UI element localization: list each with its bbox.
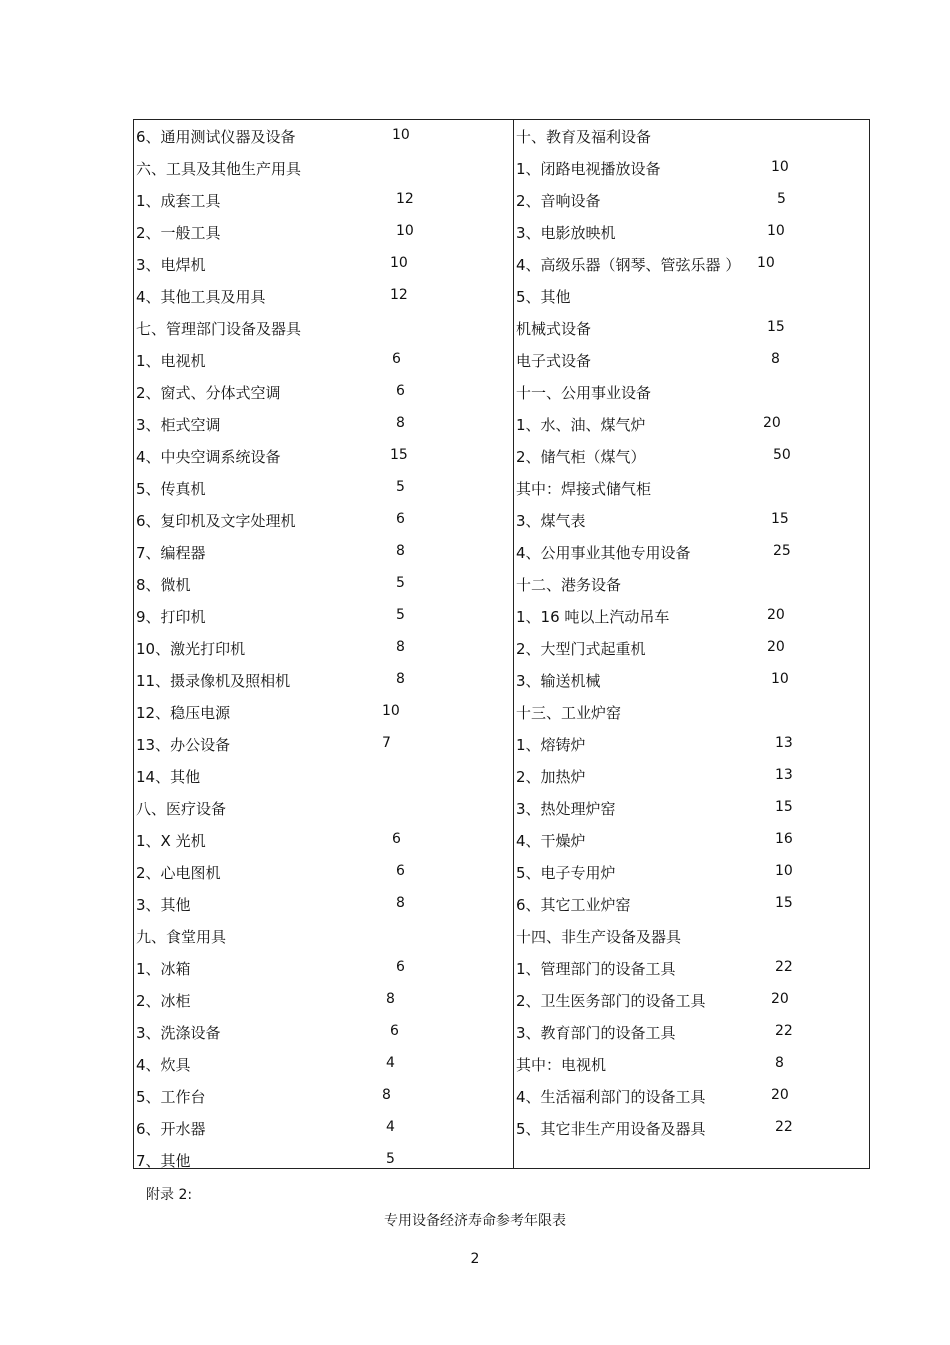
table-row <box>516 600 868 632</box>
item-years: 20 <box>763 415 781 431</box>
table-row <box>516 632 868 664</box>
item-years: 4 <box>386 1119 395 1135</box>
item-years: 6 <box>390 1023 399 1039</box>
item-label: 12、稳压电源 <box>136 704 231 722</box>
item-label: 2、加热炉 <box>516 768 586 786</box>
item-label: 13、办公设备 <box>136 736 231 754</box>
item-label: 5、其它非生产用设备及器具 <box>516 1120 706 1138</box>
table-row <box>516 120 868 152</box>
item-years: 15 <box>767 319 785 335</box>
table-row <box>516 824 868 856</box>
item-years: 7 <box>382 735 391 751</box>
table-row <box>516 344 868 376</box>
table-row <box>136 568 512 600</box>
table-row <box>516 760 868 792</box>
table-row <box>516 408 868 440</box>
item-years: 6 <box>396 511 405 527</box>
table-row <box>136 984 512 1016</box>
item-years: 6 <box>396 959 405 975</box>
item-label: 11、摄录像机及照相机 <box>136 672 291 690</box>
table-row <box>136 280 512 312</box>
item-label: 3、电焊机 <box>136 256 206 274</box>
item-years: 10 <box>767 223 785 239</box>
item-years: 5 <box>396 479 405 495</box>
item-label: 1、管理部门的设备工具 <box>516 960 676 978</box>
item-years: 6 <box>392 351 401 367</box>
item-label: 1、熔铸炉 <box>516 736 586 754</box>
item-years: 15 <box>390 447 408 463</box>
item-years: 5 <box>777 191 786 207</box>
item-label: 6、通用测试仪器及设备 <box>136 128 296 146</box>
table-row <box>516 1016 868 1048</box>
item-years: 10 <box>775 863 793 879</box>
item-years: 10 <box>771 159 789 175</box>
table-row <box>136 952 512 984</box>
item-years: 22 <box>775 1119 793 1135</box>
item-years: 8 <box>396 639 405 655</box>
item-label: 1、X 光机 <box>136 832 206 850</box>
item-label: 其中：焊接式储气柜 <box>516 480 652 498</box>
table-row <box>136 792 512 824</box>
item-years: 8 <box>382 1087 391 1103</box>
item-years: 25 <box>773 543 791 559</box>
table-row <box>516 248 868 280</box>
item-years: 50 <box>773 447 791 463</box>
table-row <box>136 760 512 792</box>
item-years: 8 <box>396 543 405 559</box>
table-row <box>516 856 868 888</box>
item-label: 14、其他 <box>136 768 201 786</box>
item-label: 七、管理部门设备及器具 <box>136 320 302 338</box>
item-years: 12 <box>396 191 414 207</box>
table-row <box>516 440 868 472</box>
item-years: 10 <box>757 255 775 271</box>
item-label: 7、其他 <box>136 1152 191 1170</box>
table-row <box>516 920 868 952</box>
table-row <box>516 1080 868 1112</box>
table-row <box>516 664 868 696</box>
item-label: 1、冰箱 <box>136 960 191 978</box>
item-years: 12 <box>390 287 408 303</box>
item-years: 10 <box>771 671 789 687</box>
item-label: 2、冰柜 <box>136 992 191 1010</box>
item-label: 1、成套工具 <box>136 192 221 210</box>
table-row <box>136 376 512 408</box>
item-label: 十四、非生产设备及器具 <box>516 928 682 946</box>
item-label: 3、电影放映机 <box>516 224 616 242</box>
table-row <box>516 536 868 568</box>
item-label: 3、洗涤设备 <box>136 1024 221 1042</box>
table-row <box>136 632 512 664</box>
table-row <box>136 1144 512 1176</box>
item-years: 6 <box>396 383 405 399</box>
item-label: 6、复印机及文字处理机 <box>136 512 296 530</box>
item-label: 十一、公用事业设备 <box>516 384 652 402</box>
item-years: 5 <box>396 607 405 623</box>
item-label: 3、热处理炉窑 <box>516 800 616 818</box>
item-years: 10 <box>396 223 414 239</box>
table-row <box>136 440 512 472</box>
item-years: 8 <box>396 415 405 431</box>
item-label: 六、工具及其他生产用具 <box>136 160 302 178</box>
item-years: 5 <box>396 575 405 591</box>
item-years: 15 <box>775 895 793 911</box>
table-row <box>516 504 868 536</box>
table-row <box>516 1048 868 1080</box>
column-divider <box>513 119 514 1169</box>
item-label: 6、开水器 <box>136 1120 206 1138</box>
table-row <box>136 824 512 856</box>
item-years: 20 <box>767 607 785 623</box>
item-years: 6 <box>396 863 405 879</box>
next-table-title: 专用设备经济寿命参考年限表 <box>384 1213 566 1229</box>
item-label: 十二、港务设备 <box>516 576 622 594</box>
item-label: 4、公用事业其他专用设备 <box>516 544 691 562</box>
item-years: 13 <box>775 735 793 751</box>
item-label: 十、教育及福利设备 <box>516 128 652 146</box>
item-years: 6 <box>392 831 401 847</box>
table-row <box>136 504 512 536</box>
item-label: 1、16 吨以上汽动吊车 <box>516 608 670 626</box>
table-row <box>516 984 868 1016</box>
table-row <box>136 920 512 952</box>
table-row <box>516 216 868 248</box>
item-years: 20 <box>771 991 789 1007</box>
item-label: 5、其他 <box>516 288 571 306</box>
table-row <box>516 280 868 312</box>
item-label: 4、干燥炉 <box>516 832 586 850</box>
item-label: 2、心电图机 <box>136 864 221 882</box>
table-row <box>136 696 512 728</box>
table-row <box>136 312 512 344</box>
table-row <box>516 472 868 504</box>
table-row <box>516 728 868 760</box>
table-row <box>516 952 868 984</box>
item-years: 8 <box>396 895 405 911</box>
table-row <box>136 184 512 216</box>
table-row <box>136 216 512 248</box>
table-row <box>136 536 512 568</box>
table-row <box>516 152 868 184</box>
page-number: 2 <box>470 1251 480 1267</box>
table-row <box>136 408 512 440</box>
item-label: 5、传真机 <box>136 480 206 498</box>
table-row <box>516 376 868 408</box>
item-label: 4、生活福利部门的设备工具 <box>516 1088 706 1106</box>
item-label: 1、电视机 <box>136 352 206 370</box>
item-years: 15 <box>775 799 793 815</box>
item-label: 机械式设备 <box>516 320 592 338</box>
item-label: 九、食堂用具 <box>136 928 227 946</box>
table-row <box>516 888 868 920</box>
item-years: 8 <box>386 991 395 1007</box>
item-label: 10、激光打印机 <box>136 640 246 658</box>
table-row <box>136 664 512 696</box>
item-label: 4、炊具 <box>136 1056 191 1074</box>
table-row <box>516 696 868 728</box>
appendix-note: 附录 2: <box>146 1187 193 1203</box>
table-row <box>136 1080 512 1112</box>
item-label: 2、大型门式起重机 <box>516 640 646 658</box>
item-years: 8 <box>396 671 405 687</box>
item-years: 4 <box>386 1055 395 1071</box>
item-label: 7、编程器 <box>136 544 206 562</box>
item-label: 6、其它工业炉窑 <box>516 896 631 914</box>
item-years: 22 <box>775 959 793 975</box>
item-label: 4、其他工具及用具 <box>136 288 266 306</box>
item-years: 13 <box>775 767 793 783</box>
table-row <box>136 856 512 888</box>
table-row <box>136 1048 512 1080</box>
item-label: 2、储气柜（煤气） <box>516 448 646 466</box>
item-years: 20 <box>767 639 785 655</box>
item-years: 10 <box>392 127 410 143</box>
item-label: 2、音响设备 <box>516 192 601 210</box>
table-row <box>516 184 868 216</box>
table-row <box>136 1016 512 1048</box>
item-years: 20 <box>771 1087 789 1103</box>
table-row <box>136 152 512 184</box>
item-label: 4、高级乐器（钢琴、管弦乐器 ） <box>516 256 741 274</box>
item-years: 5 <box>386 1151 395 1167</box>
table-row <box>136 888 512 920</box>
item-years: 15 <box>771 511 789 527</box>
item-years: 8 <box>771 351 780 367</box>
item-label: 3、煤气表 <box>516 512 586 530</box>
item-years: 22 <box>775 1023 793 1039</box>
item-years: 10 <box>382 703 400 719</box>
table-row <box>136 472 512 504</box>
item-label: 5、电子专用炉 <box>516 864 616 882</box>
item-label: 2、窗式、分体式空调 <box>136 384 281 402</box>
table-row <box>516 568 868 600</box>
item-label: 5、工作台 <box>136 1088 206 1106</box>
table-row <box>136 344 512 376</box>
item-label: 8、微机 <box>136 576 191 594</box>
item-label: 4、中央空调系统设备 <box>136 448 281 466</box>
item-label: 3、其他 <box>136 896 191 914</box>
item-label: 2、卫生医务部门的设备工具 <box>516 992 706 1010</box>
item-years: 16 <box>775 831 793 847</box>
item-years: 10 <box>390 255 408 271</box>
item-label: 3、教育部门的设备工具 <box>516 1024 676 1042</box>
item-label: 1、水、油、煤气炉 <box>516 416 646 434</box>
item-label: 1、闭路电视播放设备 <box>516 160 661 178</box>
table-row <box>136 248 512 280</box>
item-label: 3、输送机械 <box>516 672 601 690</box>
table-row <box>516 792 868 824</box>
item-years: 8 <box>775 1055 784 1071</box>
item-label: 2、一般工具 <box>136 224 221 242</box>
table-row <box>136 728 512 760</box>
item-label: 其中：电视机 <box>516 1056 607 1074</box>
table-row <box>516 1112 868 1144</box>
item-label: 八、医疗设备 <box>136 800 227 818</box>
item-label: 9、打印机 <box>136 608 206 626</box>
item-label: 电子式设备 <box>516 352 592 370</box>
table-row <box>136 120 512 152</box>
table-row <box>136 1112 512 1144</box>
item-label: 3、柜式空调 <box>136 416 221 434</box>
table-row <box>516 312 868 344</box>
item-label: 十三、工业炉窑 <box>516 704 622 722</box>
table-row <box>136 600 512 632</box>
